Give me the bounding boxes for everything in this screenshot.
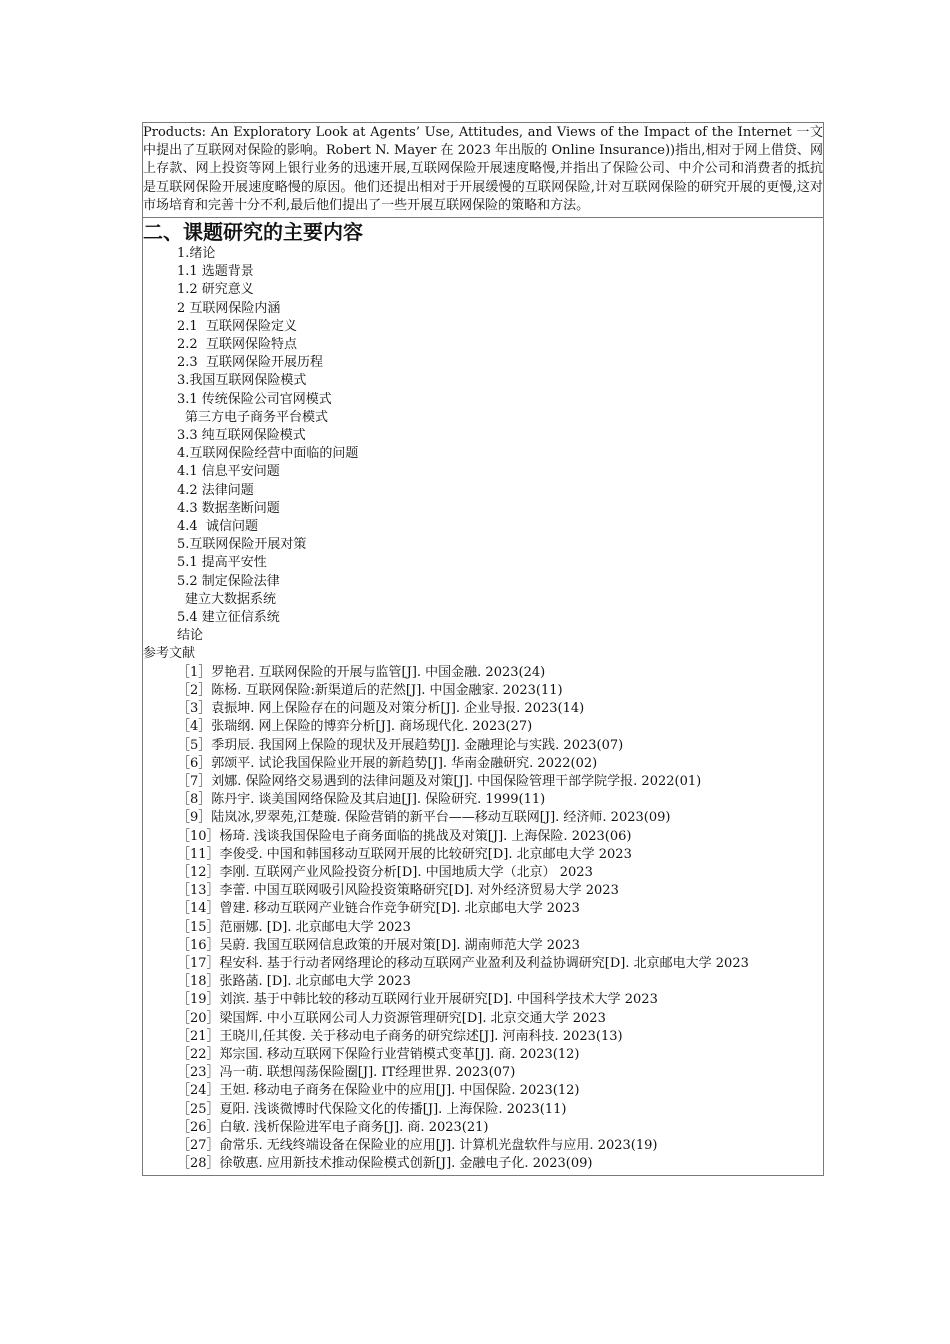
reference-item: ［16］吴蔚. 我国互联网信息政策的开展对策[D]. 湖南师范大学 2023 xyxy=(177,937,580,953)
reference-item: ［13］李蕾. 中国互联网吸引风险投资策略研究[D]. 对外经济贸易大学 2023 xyxy=(177,883,619,899)
reference-item: ［17］程安科. 基于行动者网络理论的移动互联网产业盈利及利益协调研究[D]. 北京邮电大学 2023 xyxy=(177,955,749,971)
reference-item: ［28］徐敬惠. 应用新技术推动保险模式创新[J]. 金融电子化. 2023(09) xyxy=(177,1156,593,1172)
literature-review-cell xyxy=(143,123,823,218)
outline-item: 5.4 建立征信系统 xyxy=(177,610,280,626)
reference-item: ［23］冯一萌. 联想闯荡保险圈[J]. IT经理世界. 2023(07) xyxy=(177,1065,516,1081)
reference-item: ［4］张瑞纲. 网上保险的博弈分析[J]. 商场现代化. 2023(27) xyxy=(177,719,533,735)
research-content-cell xyxy=(143,218,823,1175)
outline-item: 4.2 法律问题 xyxy=(177,482,254,498)
outline-item: 5.互联网保险开展对策 xyxy=(177,537,307,553)
outline-item: 2 互联网保险内涵 xyxy=(177,300,281,316)
reference-item: ［15］范丽娜. [D]. 北京邮电大学 2023 xyxy=(177,919,411,935)
reference-item: ［22］郑宗国. 移动互联网下保险行业营销模式变革[J]. 商. 2023(12) xyxy=(177,1046,580,1062)
reference-item: ［14］曾建. 移动互联网产业链合作竞争研究[D]. 北京邮电大学 2023 xyxy=(177,901,580,917)
outline-item: 3.1 传统保险公司官网模式 xyxy=(177,391,332,407)
outline-item: 2.2 互联网保险特点 xyxy=(177,337,297,353)
reference-item: ［8］陈丹宇. 谈美国网络保险及其启迪[J]. 保险研究. 1999(11) xyxy=(177,792,546,808)
section-heading: 二、课题研究的主要内容 xyxy=(143,220,363,245)
reference-item: ［18］张路菡. [D]. 北京邮电大学 2023 xyxy=(177,974,411,990)
outline-item: 2.1 互联网保险定义 xyxy=(177,318,297,334)
reference-item: ［6］郭颂平. 试论我国保险业开展的新趋势[J]. 华南金融研究. 2022(02) xyxy=(177,755,598,771)
outline-item: 3.3 纯互联网保险模式 xyxy=(177,428,306,444)
reference-item: ［11］李俊受. 中国和韩国移动互联网开展的比较研究[D]. 北京邮电大学 2023 xyxy=(177,846,632,862)
reference-item: ［9］陆岚冰,罗翠苑,江楚璇. 保险营销的新平台——移动互联网[J]. 经济师. 2023(09) xyxy=(177,810,671,826)
outline-item: 1.1 选题背景 xyxy=(177,264,254,280)
outline-item: 5.2 制定保险法律 xyxy=(177,573,280,589)
reference-item: ［24］王妲. 移动电子商务在保险业中的应用[J]. 中国保险. 2023(12) xyxy=(177,1083,580,1099)
outline-item: 1.绪论 xyxy=(177,246,216,262)
reference-item: ［2］陈杨. 互联网保险:新渠道后的茫然[J]. 中国金融家. 2023(11) xyxy=(177,682,563,698)
outline-item: 4.3 数据垄断问题 xyxy=(177,500,280,516)
reference-item: ［21］王晓川,任其俊. 关于移动电子商务的研究综述[J]. 河南科技. 2023(13) xyxy=(177,1028,623,1044)
reference-item: ［26］白敏. 浅析保险进军电子商务[J]. 商. 2023(21) xyxy=(177,1119,489,1135)
reference-item: ［5］季玥辰. 我国网上保险的现状及开展趋势[J]. 金融理论与实践. 2023(07) xyxy=(177,737,624,753)
outline-item: 3.我国互联网保险模式 xyxy=(177,373,307,389)
reference-item: ［7］刘娜. 保险网络交易遇到的法律问题及对策[J]. 中国保险管理干部学院学报. 2022(01) xyxy=(177,773,702,789)
outline-item: 2.3 互联网保险开展历程 xyxy=(177,355,323,371)
outline-item: 1.2 研究意义 xyxy=(177,282,254,298)
reference-item: ［12］李刚. 互联网产业风险投资分析[D]. 中国地质大学（北京） 2023 xyxy=(177,864,593,880)
reference-item: ［3］袁振坤. 网上保险存在的问题及对策分析[J]. 企业导报. 2023(14) xyxy=(177,701,585,717)
outline-item: 4.互联网保险经营中面临的问题 xyxy=(177,446,359,462)
outline-list xyxy=(143,245,823,645)
reference-item: ［27］俞常乐. 无线终端设备在保险业的应用[J]. 计算机光盘软件与应用. 2023(19) xyxy=(177,1137,658,1153)
outline-item: 结论 xyxy=(177,628,204,644)
reference-item: ［1］罗艳君. 互联网保险的开展与监管[J]. 中国金融. 2023(24) xyxy=(177,664,546,680)
document-table xyxy=(142,122,824,1176)
literature-paragraph: Products: An Exploratory Look at Agents’ Use, Attitudes, and Views of the Impact of the Internet 一文中提出了互联网对保险的影响。Robert N. Mayer 在 2023 年出版的 Online Insurance))指出,相对于网上借贷、网上存款、网上投资等网上银行业务的迅速开展,互联网保险开展速度略慢,并指出了保险公司、中介公司和消费者的抵抗是互联网保险开展速度略慢的原因。他们还提出相对于开展缓慢的互联网保险,计对互联网保险的研究开展的更慢,这对市场培育和完善十分不利,最后他们提出了一些开展互联网保险的策略和方法。 xyxy=(143,125,823,213)
outline-item: 5.1 提高平安性 xyxy=(177,555,267,571)
reference-item: ［10］杨琦. 浅谈我国保险电子商务面临的挑战及对策[J]. 上海保险. 2023(06) xyxy=(177,828,632,844)
reference-item: ［20］梁国辉. 中小互联网公司人力资源管理研究[D]. 北京交通大学 2023 xyxy=(177,1010,606,1026)
outline-item: 建立大数据系统 xyxy=(185,591,277,607)
outline-item: 4.4 诚信问题 xyxy=(177,519,258,535)
reference-item: ［25］夏阳. 浅谈微博时代保险文化的传播[J]. 上海保险. 2023(11) xyxy=(177,1101,567,1117)
reference-item: ［19］刘滨. 基于中韩比较的移动互联网行业开展研究[D]. 中国科学技术大学 2023 xyxy=(177,992,658,1008)
references-title: 参考文献 xyxy=(143,646,196,662)
outline-item: 第三方电子商务平台模式 xyxy=(185,409,329,425)
outline-item: 4.1 信息平安问题 xyxy=(177,464,280,480)
references-list xyxy=(143,664,823,1174)
